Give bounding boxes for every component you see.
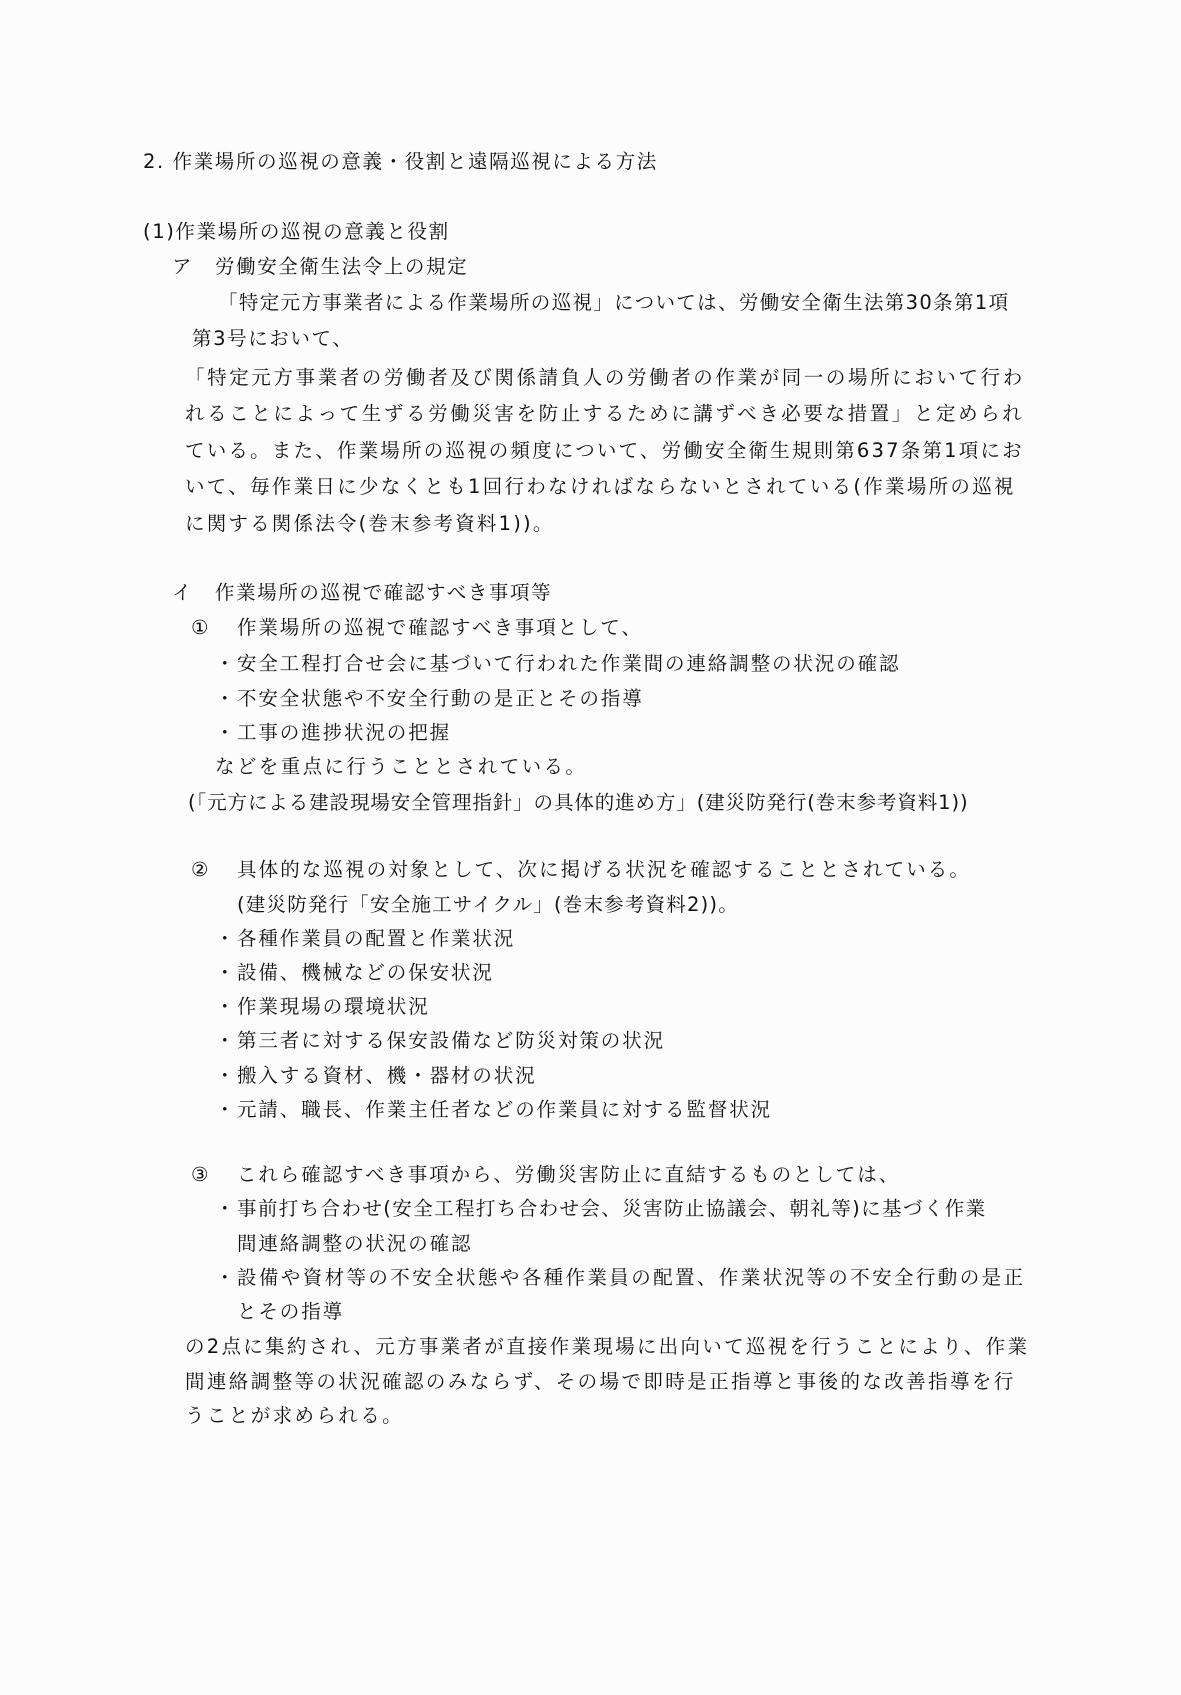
- point-marker-3: ③: [191, 1163, 209, 1186]
- section-title: 2. 作業場所の巡視の意義・役割と遠隔巡視による方法: [143, 150, 658, 173]
- paragraph-line: ている。また、作業場所の巡視の頻度について、労働安全衛生規則第637条第1項にお: [185, 439, 1024, 462]
- conclusion-line: の2点に集約され、元方事業者が直接作業現場に出向いて巡視を行うことにより、作業: [185, 1335, 1030, 1358]
- item-marker-a: ア: [172, 255, 192, 278]
- paragraph-line: 「特定元方事業者による作業場所の巡視」については、労働安全衛生法第30条第1項: [218, 291, 1010, 314]
- conclusion-line: 間連絡調整等の状況確認のみならず、その場で即時是正指導と事後的な改善指導を行: [185, 1370, 1016, 1393]
- bullet-item-continuation: とその指導: [237, 1300, 345, 1323]
- item-marker-i: イ: [172, 581, 192, 604]
- point-source: (建災防発行「安全施工サイクル」(巻末参考資料2))。: [237, 893, 739, 916]
- bullet-glyph: ・: [215, 927, 235, 950]
- bullet-item: 安全工程打合せ会に基づいて行われた作業間の連絡調整の状況の確認: [237, 652, 901, 675]
- point-text-2: 具体的な巡視の対象として、次に掲げる状況を確認することとされている。: [237, 858, 972, 881]
- bullet-glyph: ・: [215, 652, 235, 675]
- bullet-item: 元請、職長、作業主任者などの作業員に対する監督状況: [237, 1098, 773, 1121]
- bullet-item-continuation: 間連絡調整の状況の確認: [237, 1232, 473, 1255]
- bullet-glyph: ・: [215, 721, 235, 744]
- bullet-item: 搬入する資材、機・器材の状況: [237, 1064, 537, 1087]
- bullet-item: 作業現場の環境状況: [237, 995, 430, 1018]
- point-text-3: これら確認すべき事項から、労働災害防止に直結するものとしては、: [237, 1163, 901, 1186]
- bullet-glyph: ・: [215, 961, 235, 984]
- bullet-item: 第三者に対する保安設備など防災対策の状況: [237, 1029, 666, 1052]
- paragraph-line: 「特定元方事業者の労働者及び関係請負人の労働者の作業が同一の場所において行わ: [185, 366, 1025, 389]
- item-heading-a: 労働安全衛生法令上の規定: [215, 255, 469, 278]
- subsection-heading: (1)作業場所の巡視の意義と役割: [143, 220, 450, 243]
- bullet-glyph: ・: [215, 1197, 235, 1220]
- bullet-item: 設備、機械などの保安状況: [237, 961, 494, 984]
- paragraph-line: に関する関係法令(巻末参考資料1))。: [185, 512, 555, 535]
- bullet-item: 不安全状態や不安全行動の是正とその指導: [237, 687, 644, 710]
- bullet-item: 事前打ち合わせ(安全工程打ち合わせ会、災害防止協議会、朝礼等)に基づく作業: [237, 1197, 987, 1220]
- paragraph-line: いて、毎作業日に少なくとも1回行わなければならないとされている(作業場所の巡視: [185, 475, 1016, 498]
- paragraph-line: れることによって生ずる労働災害を防止するために講ずべき必要な措置」と定められ: [185, 402, 1025, 425]
- point-marker-2: ②: [191, 858, 209, 881]
- bullet-glyph: ・: [215, 1064, 235, 1087]
- bullet-glyph: ・: [215, 1029, 235, 1052]
- bullet-glyph: ・: [215, 995, 235, 1018]
- bullet-item: 各種作業員の配置と作業状況: [237, 927, 516, 950]
- conclusion-line: うことが求められる。: [185, 1404, 405, 1427]
- point-marker-1: ①: [191, 616, 209, 639]
- item-heading-i: 作業場所の巡視で確認すべき事項等: [215, 581, 553, 604]
- bullet-glyph: ・: [215, 1266, 235, 1289]
- point-closing: などを重点に行うこととされている。: [215, 755, 588, 778]
- paragraph-line: 第3号において、: [192, 327, 354, 350]
- bullet-glyph: ・: [215, 1098, 235, 1121]
- bullet-glyph: ・: [215, 687, 235, 710]
- point-text-1: 作業場所の巡視で確認すべき事項として、: [237, 616, 643, 639]
- point-source: (「元方による建設現場安全管理指針」の具体的進め方」(建災防発行(巻末参考資料1)): [188, 791, 969, 814]
- bullet-item: 設備や資材等の不安全状態や各種作業員の配置、作業状況等の不安全行動の是正: [237, 1266, 1026, 1289]
- bullet-item: 工事の進捗状況の把握: [237, 721, 452, 744]
